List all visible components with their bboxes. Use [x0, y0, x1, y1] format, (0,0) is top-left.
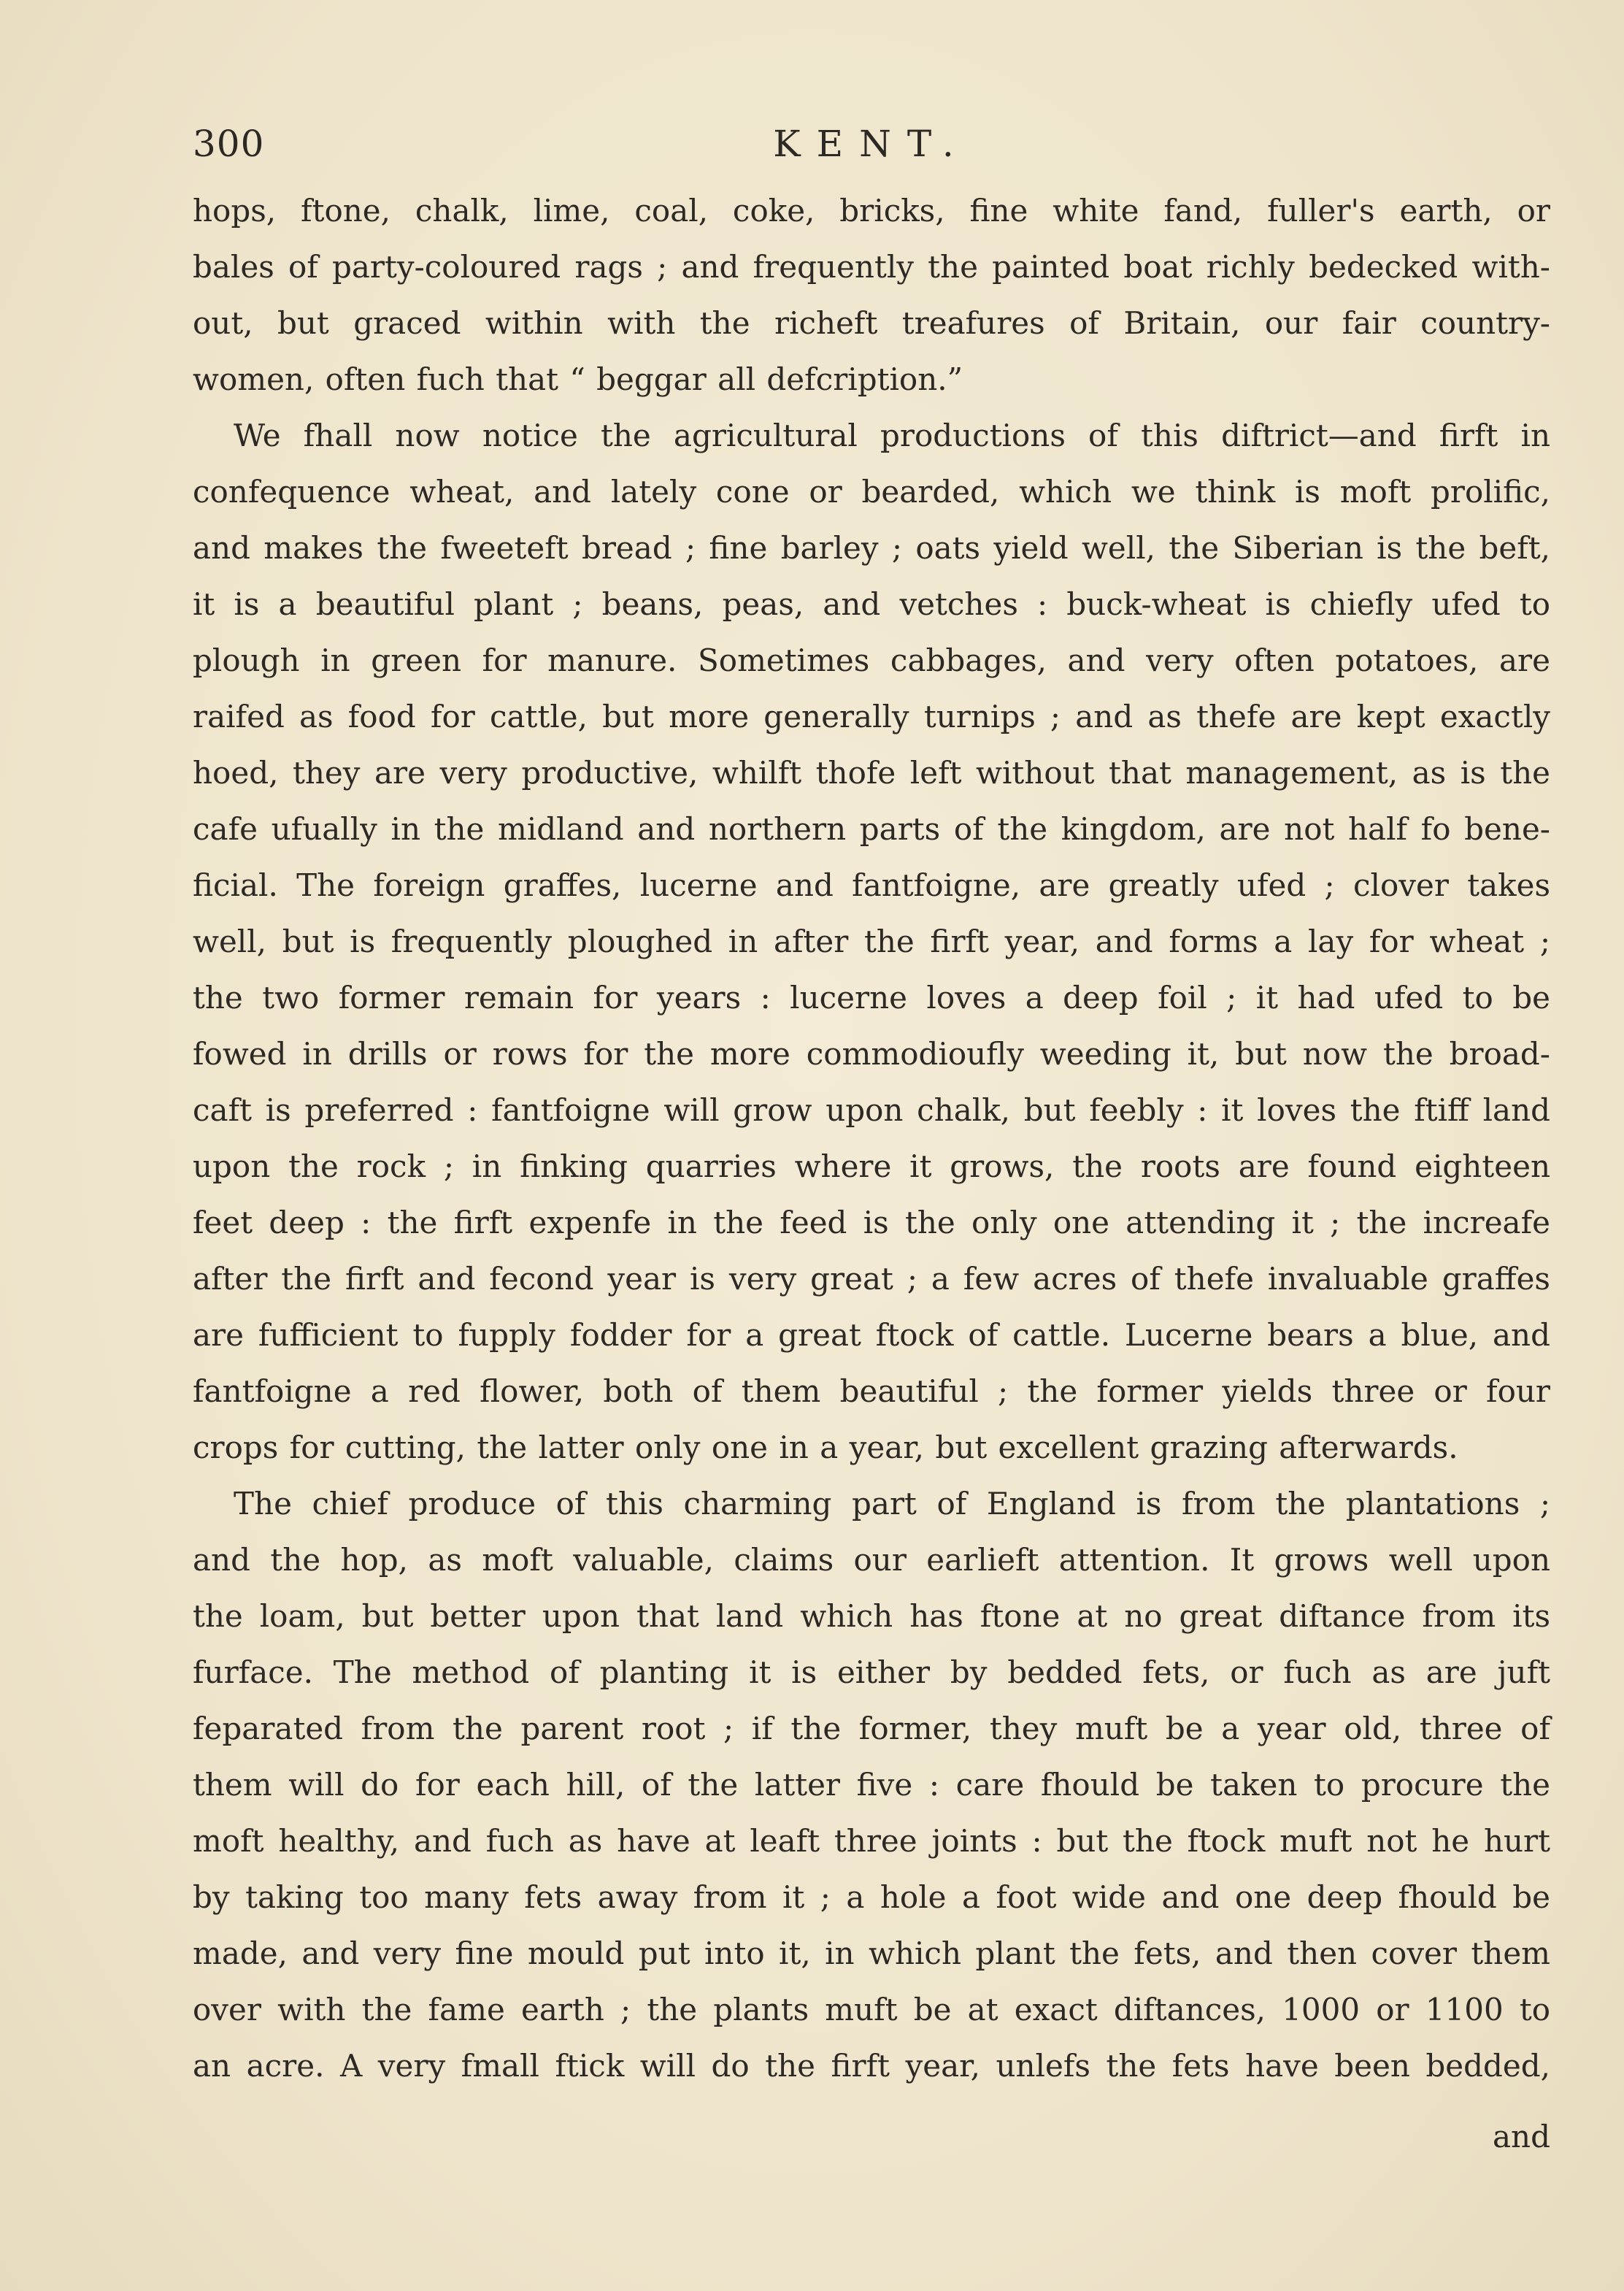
paragraph-3-line-1: The chief produce of this charming part of England is from the plantations ;	[234, 1486, 1550, 1521]
paragraph-1-line-1: hops, ftone, chalk, lime, coal, coke, bricks, fine white fand, fuller's earth, or	[193, 193, 1550, 229]
paragraph-2-line-9: ficial. The foreign graffes, lucerne and fantfoigne, are greatly ufed ; clover takes	[193, 867, 1550, 903]
paragraph-2-line-6: raifed as food for cattle, but more generally turnips ; and as thefe are kept exactly	[193, 699, 1550, 734]
paragraph-2-line-7: hoed, they are very productive, whilft thofe left without that management, as is the	[193, 755, 1550, 791]
paragraph-2-line-16: after the firft and fecond year is very great ; a few acres of thefe invaluable graffes	[193, 1261, 1550, 1297]
paragraph-3-line-2: and the hop, as moft valuable, claims our earlieft attention. It grows well upon	[193, 1542, 1550, 1578]
paragraph-3-line-4: furface. The method of planting it is either by bedded fets, or fuch as are juft	[193, 1654, 1550, 1690]
paragraph-1-line-4: women, often fuch that “ beggar all defcription.”	[193, 361, 963, 397]
paragraph-2-line-19: crops for cutting, the latter only one in a year, but excellent grazing afterwards.	[193, 1430, 1458, 1465]
paragraph-3-line-3: the loam, but better upon that land which has ftone at no great diftance from its	[193, 1598, 1550, 1634]
paragraph-2-line-13: caft is preferred : fantfoigne will grow upon chalk, but feebly : it loves the ftiff land	[193, 1092, 1550, 1128]
paragraph-3-line-9: made, and very fine mould put into it, in which plant the fets, and then cover them	[193, 1935, 1550, 1971]
paragraph-2-line-11: the two former remain for years : lucerne loves a deep foil ; it had ufed to be	[193, 980, 1550, 1016]
paragraph-3-line-11: an acre. A very fmall ftick will do the firft year, unlefs the fets have been bedded,	[193, 2048, 1550, 2084]
running-head: KENT.	[773, 123, 970, 165]
paragraph-3-line-6: them will do for each hill, of the latter five : care fhould be taken to procure the	[193, 1767, 1550, 1803]
paragraph-1-line-2: bales of party-coloured rags ; and frequently the painted boat richly bedecked with-	[193, 249, 1550, 285]
paragraph-2-line-12: fowed in drills or rows for the more commodioufly weeding it, but now the broad-	[193, 1036, 1550, 1072]
paragraph-2-line-10: well, but is frequently ploughed in after the firft year, and forms a lay for wheat ;	[193, 924, 1550, 959]
paragraph-2-line-17: are fufficient to fupply fodder for a great ftock of cattle. Lucerne bears a blue, and	[193, 1317, 1550, 1353]
paragraph-3-line-7: moft healthy, and fuch as have at leaft three joints : but the ftock muft not he hurt	[193, 1823, 1550, 1859]
paragraph-2-line-3: and makes the fweeteft bread ; fine barley ; oats yield well, the Siberian is the beft,	[193, 530, 1550, 566]
paragraph-2-line-1: We fhall now notice the agricultural productions of this diftrict—and firft in	[234, 418, 1550, 453]
paragraph-2-line-14: upon the rock ; in finking quarries where it grows, the roots are found eighteen	[193, 1148, 1550, 1184]
paragraph-3-line-5: feparated from the parent root ; if the former, they muft be a year old, three of	[193, 1711, 1550, 1746]
paragraph-2-line-15: feet deep : the firft expenfe in the feed is the only one attending it ; the increafe	[193, 1205, 1550, 1240]
page-header	[193, 123, 1550, 174]
paragraph-3-line-8: by taking too many fets away from it ; a hole a foot wide and one deep fhould be	[193, 1879, 1550, 1915]
paragraph-1-line-3: out, but graced within with the richeft treafures of Britain, our fair country-	[193, 305, 1550, 341]
paragraph-2-line-8: cafe ufually in the midland and northern parts of the kingdom, are not half fo bene-	[193, 811, 1550, 847]
paragraph-3-line-10: over with the fame earth ; the plants muft be at exact diftances, 1000 or 1100 to	[193, 1992, 1550, 2027]
paragraph-2-line-5: plough in green for manure. Sometimes cabbages, and very often potatoes, are	[193, 642, 1550, 678]
paragraph-2-line-18: fantfoigne a red flower, both of them beautiful ; the former yields three or four	[193, 1373, 1550, 1409]
paragraph-2-line-2: confequence wheat, and lately cone or bearded, which we think is moft prolific,	[193, 474, 1550, 510]
catchword: and	[1493, 2119, 1550, 2154]
body-text	[193, 183, 1550, 2094]
paragraph-2-line-4: it is a beautiful plant ; beans, peas, and vetches : buck-wheat is chiefly ufed to	[193, 586, 1550, 622]
page-number: 300	[193, 123, 265, 165]
